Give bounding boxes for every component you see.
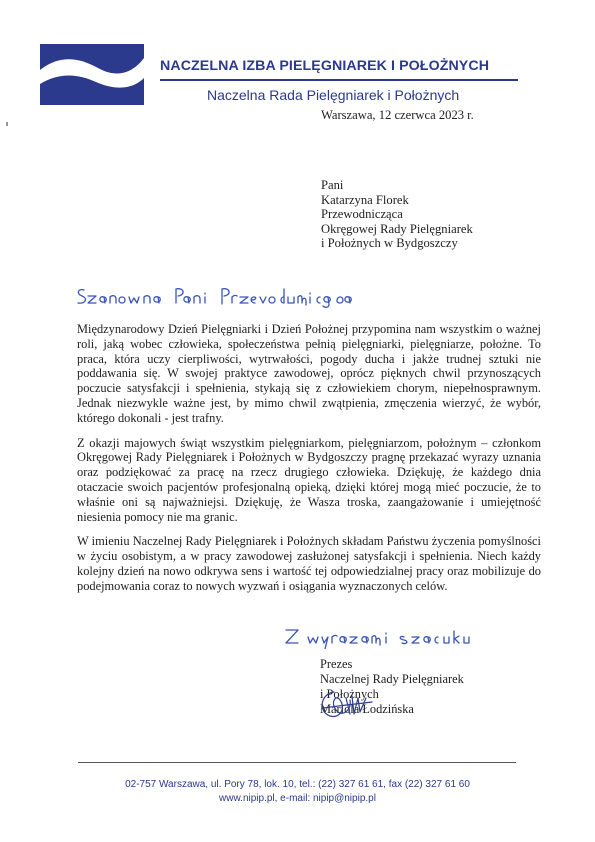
margin-mark (6, 122, 8, 126)
recipient-line: Pani (321, 178, 344, 192)
recipient-line: Okręgowej Rady Pielęgniarek (321, 221, 473, 236)
recipient-line: Katarzyna Florek (321, 192, 409, 207)
handwritten-signature-icon (316, 688, 376, 722)
letter-footer (0, 778, 595, 806)
body-paragraph: Z okazji majowych świąt wszystkim pielęgniarkom, pielęgniarzom, położnym – członkom Okręgowej Rady Pielęgniarek i Położnych w Bydgoszczy pragnę przekazać wyrazy uznania oraz podziękować za pracę na rzecz drugiego człowieka. Dziękuję, że każdego dnia otaczacie swoich pacjentów profesjonalną opieką, dzięki której mogą mieć poczucie, że to właśnie oni są najważniejsi. Dziękuję, że Wasza troska, zaangażowanie i umiejętność niesienia pomocy nie ma granic. (77, 435, 541, 524)
recipient-block (321, 178, 473, 251)
recipient-line: i Położnych w Bydgoszczy (321, 236, 458, 251)
signer-title-line: Prezes (320, 657, 353, 671)
signer-title-line: i Położnych (320, 687, 379, 701)
header-rule (160, 79, 518, 81)
handwritten-salutation (74, 282, 384, 308)
footer-rule (78, 762, 516, 763)
letter-body (77, 322, 541, 604)
signer-name: Mariola Łodzińska (320, 702, 414, 716)
handwritten-closing (282, 625, 492, 649)
body-paragraph: W imieniu Naczelnej Rady Pielęgniarek i Położnych składam Państwu życzenia pomyślności w życiu osobistym, a w pracy zawodowej zasłużonej satysfakcji i spełnienia. Niech każdy kolejny dzień na nowo odkrywa sens i wartość tej odpowiedzialnej pracy oraz mobilizuje do podejmowania coraz to nowych wyzwań i osiągania wyznaczonych celów. (77, 534, 541, 593)
signer-title-line: Naczelnej Rady Pielęgniarek (320, 672, 464, 686)
org-name: NACZELNA IZBA PIELĘGNIAREK I POŁOŻNYCH (160, 58, 490, 74)
footer-web: www.nipip.pl, e-mail: nipip@nipip.pl (219, 793, 376, 804)
footer-address: 02-757 Warszawa, ul. Pory 78, lok. 10, tel.: (22) 327 61 61, fax (22) 327 61 60 (125, 779, 470, 790)
letter-date: Warszawa, 12 czerwca 2023 r. (321, 108, 474, 122)
body-paragraph: Międzynarodowy Dzień Pielęgniarki i Dzień Położnej przypomina nam wszystkim o ważnej roli, jaką wobec człowieka, społeczeństwa pełnią pielęgniarki, pielęgniarze, położne. To praca, która uczy cierpliwości, wytrwałości, pogody ducha i jakże trudnej sztuki nie poddawania się. W swojej praktyce zawodowej, oprócz pięknych chwil przynoszących poczucie satysfakcji i spełnienia, stykają się z człowiekiem chorym, niepełnosprawnym. Jednak niezwykle ważne jest, by mimo chwil zwątpienia, zmęczenia wierzyć, że wybór, którego dokonali - jest trafny. (77, 322, 541, 425)
recipient-line: Przewodnicząca (321, 207, 403, 222)
org-subtitle: Naczelna Rada Pielęgniarek i Położnych (207, 87, 460, 103)
wave-logo-icon (40, 44, 144, 105)
